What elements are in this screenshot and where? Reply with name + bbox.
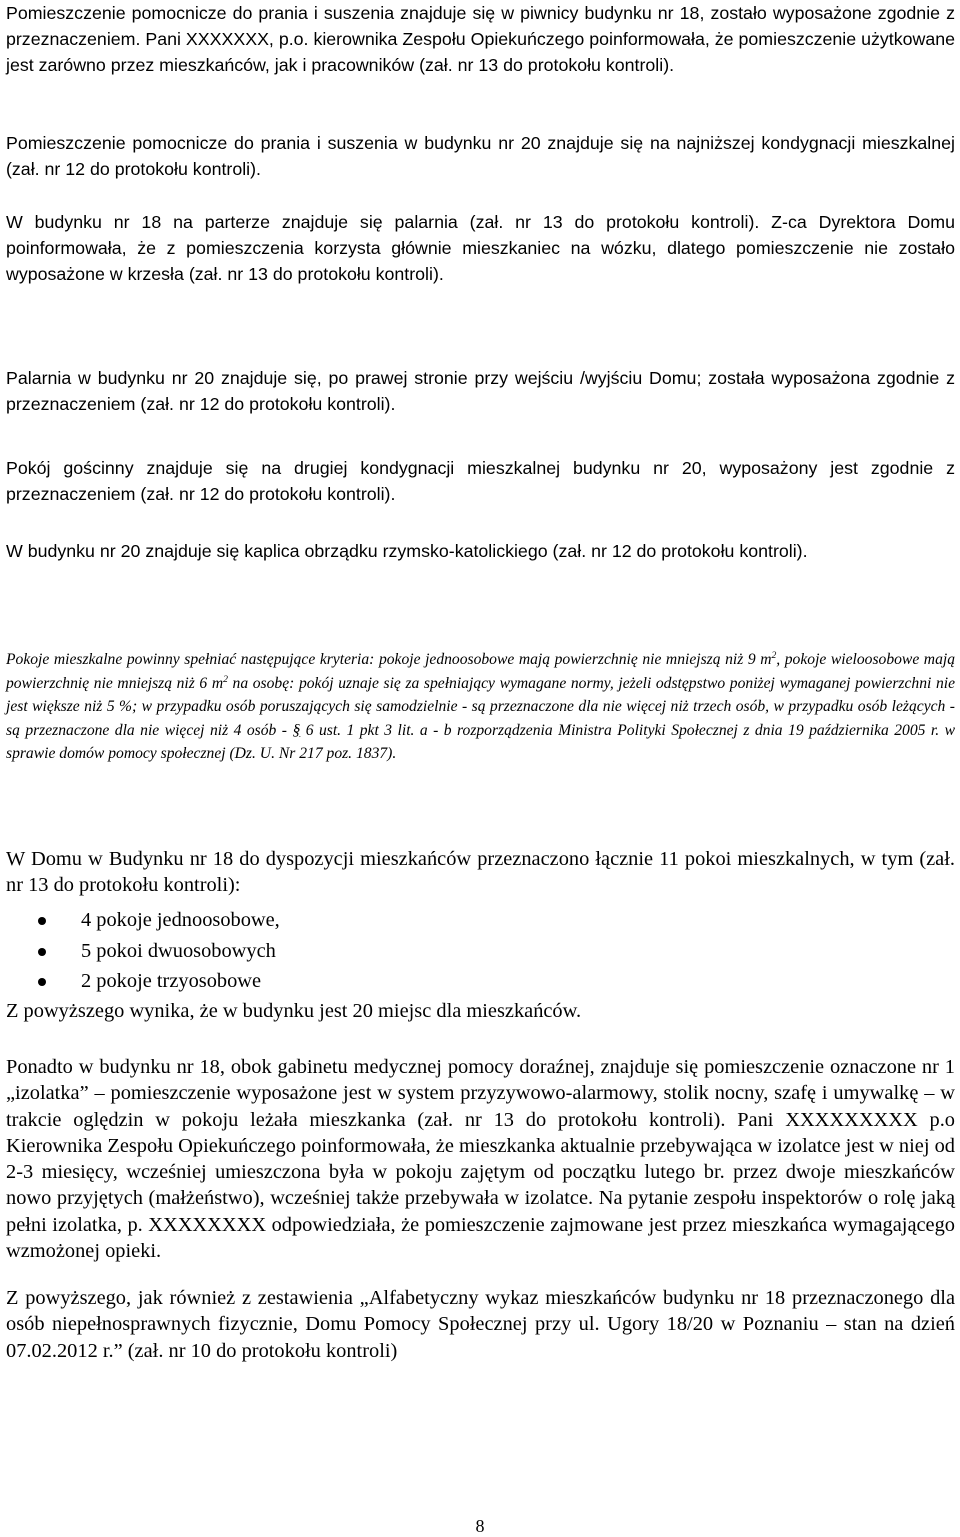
note-text-part-2: , pokoje wieloosobowe mają powierzchnię nie mniejszą niż 6 m [6, 651, 955, 692]
paragraph-laundry-building-20: Pomieszczenie pomocnicze do prania i suszenia w budynku nr 20 znajduje się na najniższej kondygnacji mieszkalnej (zał. nr 12 do protokołu kontroli). [6, 133, 955, 180]
bullet-icon [38, 978, 46, 986]
room-type-list [6, 905, 955, 997]
paragraph-smoking-room-building-18: W budynku nr 18 na parterze znajduje się palarnia (zał. nr 13 do protokołu kontroli). Z-ca Dyrektora Domu poinformowała, że z pomieszczenia korzysta głównie mieszkaniec na wózku, dlatego pomieszczenie nie zostało wyposażone w krzesła (zał. nr 13 do protokołu kontroli). [6, 212, 955, 285]
list-item: 2 pokoje trzyosobowe [6, 966, 955, 997]
paragraph-rooms-intro: W Domu w Budynku nr 18 do dyspozycji mieszkańców przeznaczono łącznie 11 pokoi mieszkalnych, w tym (zał. nr 13 do protokołu kontroli): [6, 848, 955, 897]
list-item: 4 pokoje jednoosobowe, [6, 905, 955, 936]
paragraph-chapel: W budynku nr 20 znajduje się kaplica obrządku rzymsko-katolickiego (zał. nr 12 do protokołu kontroli). [6, 541, 808, 561]
note-superscript-2: 2 [223, 673, 228, 685]
note-text-part-3: na osobę: pokój uznaje się za spełniający wymagane normy, jeżeli odstępstwo poniżej wymaganej powierzchni nie jest większe niż 5 %; w przypadku osób poruszających się samodzielnie - są przeznaczone dla nie więcej niż trzech osób, w przypadku osób leżących - są przeznaczone dla nie więcej niż 4 osób - [6, 674, 956, 739]
paragraph-rooms-summary: Z powyższego wynika, że w budynku jest 20 miejsc dla mieszkańców. [6, 1000, 582, 1022]
paragraph-laundry-building-18: Pomieszczenie pomocnicze do prania i suszenia znajduje się w piwnicy budynku nr 18, zostało wyposażone zgodnie z przeznaczeniem. Pani XXXXXXX, p.o. kierownika Zespołu Opiekuńczego poinformowała, że pomieszczenie użytkowane jest zarówno przez mieszkańców, jak i pracowników (zał. nr 13 do protokołu kontroli). [6, 3, 955, 76]
note-superscript-1: 2 [771, 649, 777, 661]
bullet-icon [38, 917, 46, 925]
bullet-icon [38, 948, 46, 956]
list-item: 5 pokoi dwuosobowych [6, 936, 955, 967]
section-sign: § [292, 721, 301, 739]
paragraph-smoking-room-building-20: Palarnia w budynku nr 20 znajduje się, po prawej stronie przy wejściu /wyjściu Domu; została wyposażona zgodnie z przeznaczeniem (zał. nr 12 do protokołu kontroli). [6, 368, 955, 415]
paragraph-resident-list: Z powyższego, jak również z zestawienia „Alfabetyczny wykaz mieszkańców budynku nr 18 przeznaczonego dla osób niepełnosprawnych fizycznie, Domu Pomocy Społecznej przy ul. Ugory 18/20 w Poznaniu – stan na dzień 07.02.2012 r.” (zał. nr 10 do protokołu kontroli) [6, 1287, 955, 1362]
paragraph-isolation-room: Ponadto w budynku nr 18, obok gabinetu medycznej pomocy doraźnej, znajduje się pomieszczenie oznaczone nr 1 „izolatka” – pomieszczenie wyposażone jest w system przyzywowo-alarmowy, stolik nocny, szafę i umywalkę – w trakcie oględzin w pokoju leżała mieszkanka (zał. nr 13 do protokołu kontroli). Pani XXXXXXXXX p.o Kierownika Zespołu Opiekuńczego poinformowała, że mieszkanka aktualnie przebywająca w izolatce jest w niej od 2-3 miesięcy, wcześniej umieszczona była w pokoju zajętym od początku lutego br. przez dwoje mieszkańców nowo przyjętych (małżeństwo), wcześniej także przebywała w izolatce. Na pytanie zespołu inspektorów o rolę jaką pełni izolatka, p. XXXXXXXX odpowiedziała, że pomieszczenie zajmowane jest przez mieszkańca wymagającego wzmożonej opieki. [6, 1056, 955, 1263]
paragraph-guest-room: Pokój gościnny znajduje się na drugiej kondygnacji mieszkalnej budynku nr 20, wyposażony jest zgodnie z przeznaczeniem (zał. nr 12 do protokołu kontroli). [6, 458, 955, 505]
note-text-part-1: Pokoje mieszkalne powinny spełniać następujące kryteria: pokoje jednoosobowe mają powierzchnię nie mniejszą niż 9 m [6, 651, 772, 668]
page-number: 8 [475, 1516, 485, 1536]
legal-note-room-criteria [6, 648, 955, 766]
note-text-part-4: 6 ust. 1 pkt 3 lit. a - b rozporządzenia Ministra Polityki Społecznej z dnia 19 października 2005 r. w sprawie domów pomocy społecznej (Dz. U. Nr 217 poz. 1837). [6, 721, 955, 763]
